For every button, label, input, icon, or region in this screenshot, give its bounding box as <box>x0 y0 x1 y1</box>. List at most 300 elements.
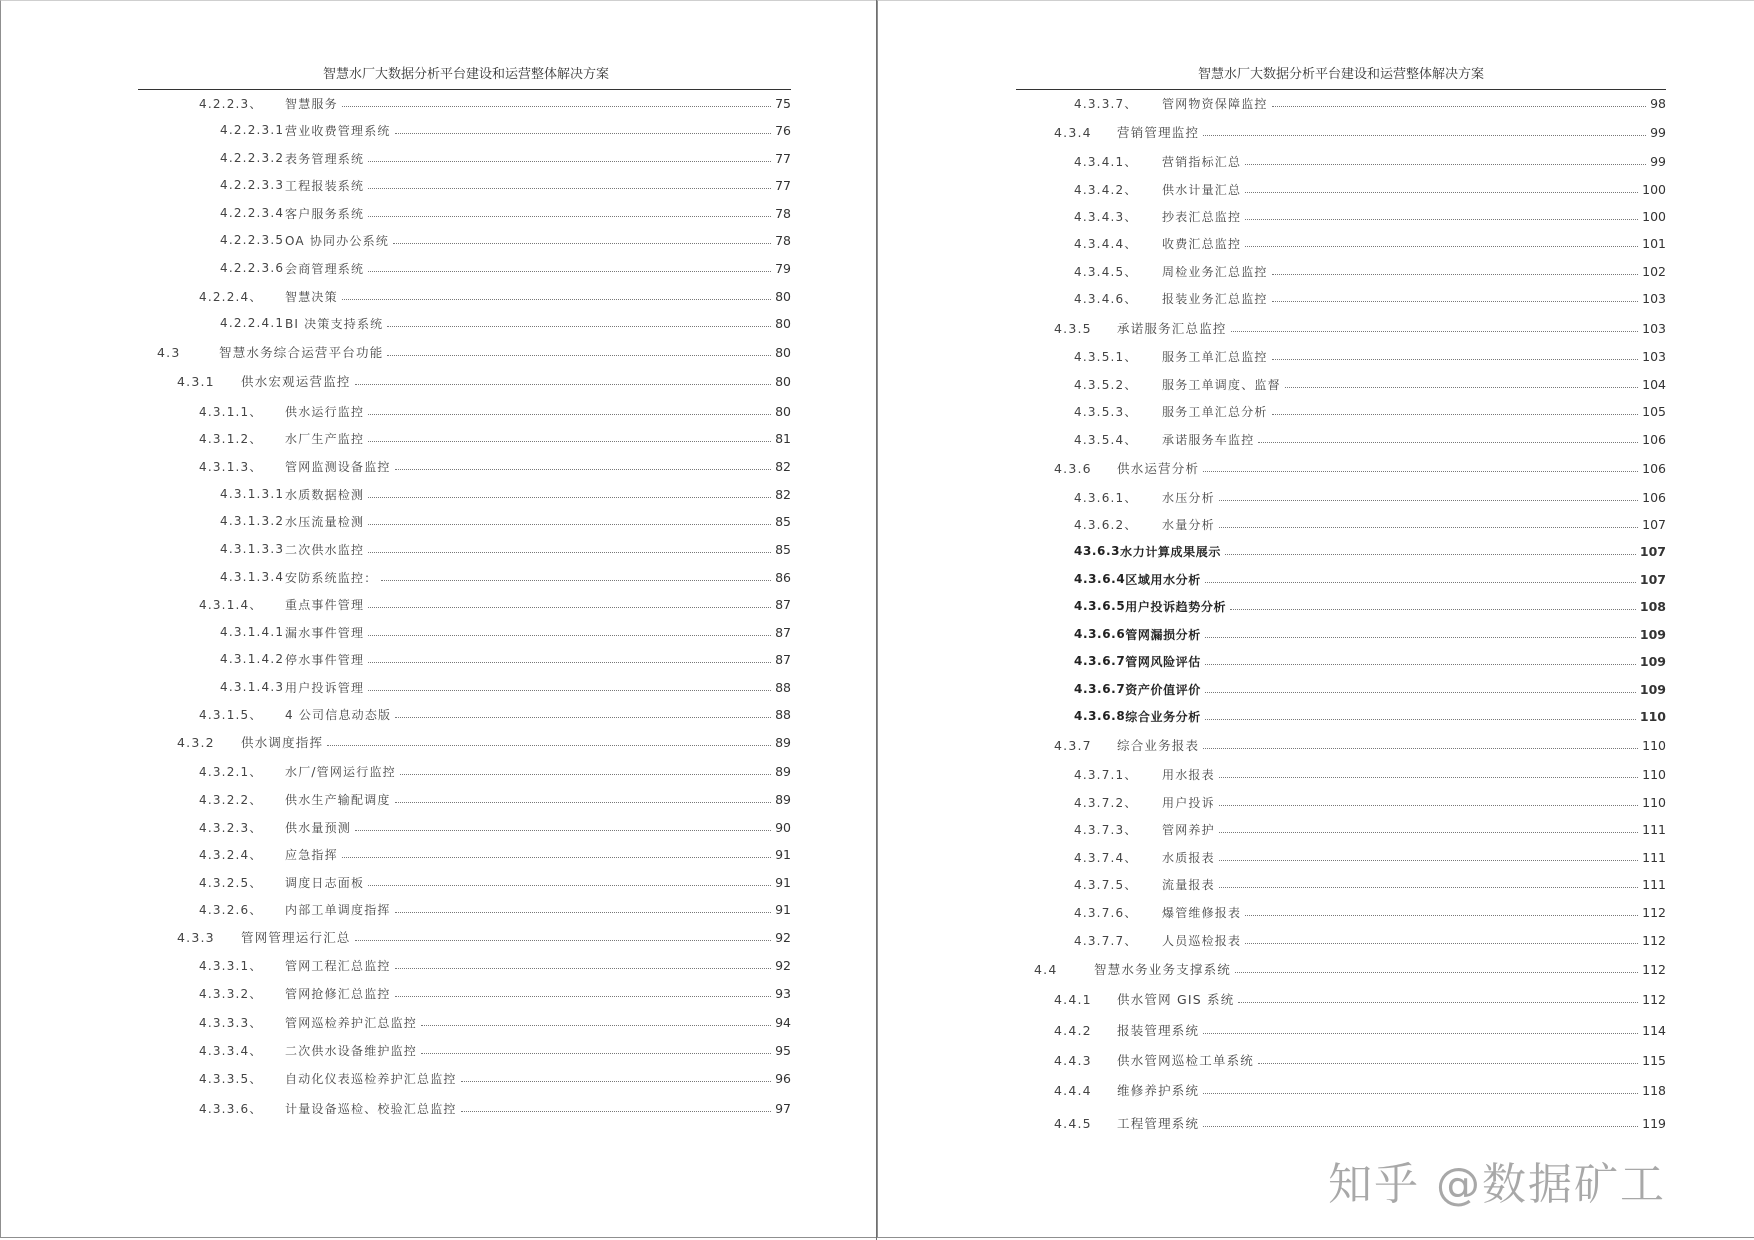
toc-entry-title: 水压分析 <box>1162 490 1215 505</box>
toc-entry-number: 4.3.4.3、 <box>1074 209 1138 224</box>
toc-entry-number: 4.3.1.2、 <box>199 431 263 446</box>
toc-entry-page: 88 <box>775 679 791 695</box>
toc-entry-number: 4.4.2 <box>1054 1022 1092 1038</box>
toc-entry-page: 110 <box>1639 708 1666 724</box>
toc-entry-title: 用户投诉 <box>1162 795 1215 810</box>
dot-leader <box>327 745 771 746</box>
toc-entry <box>1034 957 1666 981</box>
toc-entry <box>199 787 791 811</box>
toc-entry-title: 服务工单汇总分析 <box>1162 404 1268 419</box>
toc-entry <box>1074 399 1666 423</box>
toc-entry-title: 智慧水务业务支撑系统 <box>1094 962 1232 977</box>
toc-entry-page: 90 <box>775 819 791 835</box>
toc-entry-number: 4.3.1.3.3 <box>220 542 285 556</box>
toc-entry-page: 82 <box>775 486 791 502</box>
toc-entry-page: 111 <box>1642 876 1666 892</box>
toc-entry-page: 105 <box>1642 403 1666 419</box>
toc-entry-page: 109 <box>1639 626 1666 642</box>
toc-entry-page: 93 <box>775 985 791 1001</box>
toc-entry-number: 4.3.2.6、 <box>199 902 263 917</box>
toc-entry-page: 96 <box>775 1070 791 1086</box>
toc-entry <box>220 482 791 506</box>
left-header-rule <box>138 89 791 90</box>
toc-entry-page: 85 <box>775 513 791 529</box>
toc-entry-number: 4.4.4 <box>1054 1082 1092 1098</box>
toc-entry-number: 4.4 <box>1034 961 1058 977</box>
toc-entry-title: 收费汇总监控 <box>1162 236 1242 251</box>
toc-entry-number: 4.3.6 <box>1054 460 1092 476</box>
toc-entry-page: 100 <box>1642 208 1666 224</box>
toc-entry-title: 营销指标汇总 <box>1162 154 1242 169</box>
dot-leader <box>368 441 771 442</box>
toc-entry-number: 4.3.4 <box>1054 124 1092 140</box>
dot-leader <box>1245 164 1646 165</box>
dot-leader <box>387 355 771 356</box>
toc-entry <box>220 537 791 561</box>
toc-entry-title: 周检业务汇总监控 <box>1162 264 1268 279</box>
toc-entry-number: 4.3.7.1、 <box>1074 767 1138 782</box>
toc-entry-title: 客户服务系统 <box>285 206 365 221</box>
toc-entry-page: 81 <box>775 430 791 446</box>
toc-entry-page: 112 <box>1642 961 1666 977</box>
dot-leader <box>393 243 771 244</box>
toc-entry <box>177 925 791 949</box>
toc-entry <box>199 592 791 616</box>
toc-entry-number: 4.2.2.4、 <box>199 289 263 304</box>
dot-leader <box>1203 748 1638 749</box>
toc-entry-page: 106 <box>1642 489 1666 505</box>
dot-leader <box>1219 860 1638 861</box>
toc-entry <box>199 815 791 839</box>
toc-entry-number: 4.3.6.7 <box>1074 682 1126 696</box>
toc-entry-number: 4.3.7.4、 <box>1074 850 1138 865</box>
toc-entry <box>1074 872 1666 896</box>
toc-entry-page: 99 <box>1650 124 1666 140</box>
toc-entry-page: 77 <box>775 177 791 193</box>
toc-entry-number: 4.3.4.1、 <box>1074 154 1138 169</box>
toc-entry-number: 4.3.1.4.1 <box>220 625 285 639</box>
left-page-header: 智慧水厂大数据分析平台建设和运营整体解决方案 <box>322 67 609 82</box>
toc-entry <box>1054 1018 1666 1042</box>
dot-leader <box>1272 106 1646 107</box>
toc-entry-number: 4.3.6.6 <box>1074 627 1126 641</box>
toc-entry-page: 88 <box>775 706 791 722</box>
toc-entry-title: 供水生产输配调度 <box>285 792 391 807</box>
toc-entry-page: 87 <box>775 624 791 640</box>
toc-entry-title: 供水量预测 <box>285 820 352 835</box>
dot-leader <box>1219 777 1638 778</box>
toc-entry-title: 智慧水务综合运营平台功能 <box>219 345 384 360</box>
toc-entry-page: 97 <box>775 1100 791 1116</box>
dot-leader <box>368 552 771 553</box>
toc-entry <box>177 730 791 754</box>
dot-leader <box>1203 1126 1638 1127</box>
toc-entry-title: 管网养护 <box>1162 822 1215 837</box>
toc-entry-page: 80 <box>775 315 791 331</box>
toc-entry-number: 4.3.1.3.2 <box>220 514 285 528</box>
dot-leader <box>1203 471 1638 472</box>
toc-entry-title: 营业收费管理系统 <box>285 123 391 138</box>
toc-entry-number: 4.3.3.4、 <box>199 1043 263 1058</box>
toc-entry-number: 4.4.1 <box>1054 991 1092 1007</box>
toc-entry <box>220 228 791 252</box>
toc-entry-title: 服务工单调度、监督 <box>1162 377 1281 392</box>
toc-entry-page: 91 <box>775 874 791 890</box>
dot-leader <box>395 996 771 997</box>
toc-entry-title: 供水管网巡检工单系统 <box>1117 1053 1255 1068</box>
dot-leader <box>368 885 771 886</box>
toc-entry-number: 4.3.1 <box>177 373 215 389</box>
toc-entry-title: 用水报表 <box>1162 767 1215 782</box>
toc-entry-title: 水压流量检测 <box>285 514 365 529</box>
toc-entry-number: 4.3.6.1、 <box>1074 490 1138 505</box>
dot-leader <box>421 1025 771 1026</box>
dot-leader <box>1205 582 1636 583</box>
toc-entry-number: 4.3.1.1、 <box>199 404 263 419</box>
toc-entry-page: 80 <box>775 403 791 419</box>
toc-entry <box>199 702 791 726</box>
toc-entry-page: 89 <box>775 734 791 750</box>
toc-entry-title: 工程报装系统 <box>285 178 365 193</box>
toc-entry-number: 4.2.2.3.4 <box>220 206 285 220</box>
toc-entry-title: 自动化仪表巡检养护汇总监控 <box>285 1071 457 1086</box>
toc-entry-number: 4.3.3.2、 <box>199 986 263 1001</box>
dot-leader <box>1238 1002 1638 1003</box>
dot-leader <box>395 133 771 134</box>
toc-entry-page: 80 <box>775 373 791 389</box>
toc-entry-number: 4.3.1.3.4 <box>220 570 285 584</box>
toc-entry <box>1074 286 1666 310</box>
toc-entry-number: 4.3.7.5、 <box>1074 877 1138 892</box>
toc-entry-page: 103 <box>1642 290 1666 306</box>
toc-entry <box>1074 677 1666 701</box>
toc-entry-page: 119 <box>1642 1115 1666 1131</box>
dot-leader <box>1205 719 1636 720</box>
toc-entry <box>199 759 791 783</box>
dot-leader <box>1231 331 1639 332</box>
toc-entry-page: 106 <box>1642 460 1666 476</box>
toc-entry-page: 107 <box>1642 516 1666 532</box>
watermark-text: 知乎 @数据矿工 <box>1328 1159 1666 1210</box>
toc-entry <box>1074 539 1666 563</box>
toc-entry-title: 流量报表 <box>1162 877 1215 892</box>
dot-leader <box>368 607 771 608</box>
toc-entry <box>1074 928 1666 952</box>
toc-entry <box>199 426 791 450</box>
dot-leader <box>395 968 771 969</box>
toc-entry <box>1074 204 1666 228</box>
toc-entry <box>199 897 791 921</box>
toc-entry-page: 108 <box>1639 598 1666 614</box>
toc-entry-number: 4.3.6.2、 <box>1074 517 1138 532</box>
toc-entry-number: 4.3.5.1、 <box>1074 349 1138 364</box>
toc-entry-page: 104 <box>1642 376 1666 392</box>
dot-leader <box>368 216 771 217</box>
toc-entry-page: 110 <box>1642 794 1666 810</box>
toc-entry-title: 维修养护系统 <box>1117 1083 1200 1098</box>
toc-entry <box>199 870 791 894</box>
toc-entry-page: 103 <box>1642 320 1666 336</box>
toc-entry-title: 水质数据检测 <box>285 487 365 502</box>
toc-entry <box>1074 512 1666 536</box>
toc-entry-number: 4.3.4.6、 <box>1074 291 1138 306</box>
toc-entry-number: 4.3.3.3、 <box>199 1015 263 1030</box>
toc-entry <box>199 1066 791 1090</box>
toc-entry-number: 4.3.7.6、 <box>1074 905 1138 920</box>
toc-entry-page: 101 <box>1642 235 1666 251</box>
dot-leader <box>1272 414 1639 415</box>
dot-leader <box>368 271 771 272</box>
toc-entry <box>199 454 791 478</box>
toc-entry-title: 供水管网 GIS 系统 <box>1117 992 1235 1007</box>
toc-entry <box>1054 733 1666 757</box>
toc-entry <box>1054 987 1666 1011</box>
toc-entry <box>220 146 791 170</box>
dot-leader <box>1219 805 1638 806</box>
toc-entry-number: 4.2.2.3、 <box>199 96 263 111</box>
toc-entry <box>199 1038 791 1062</box>
toc-entry-number: 4.2.2.3.2 <box>220 151 285 165</box>
dot-leader <box>1245 246 1638 247</box>
dot-leader <box>1219 887 1638 888</box>
toc-entry-number: 4.3.5.2、 <box>1074 377 1138 392</box>
toc-entry-number: 4.3.1.4.2 <box>220 652 285 666</box>
toc-entry-page: 80 <box>775 344 791 360</box>
dot-leader <box>1219 832 1638 833</box>
dot-leader <box>1285 387 1638 388</box>
dot-leader <box>1272 359 1639 360</box>
toc-entry-number: 4.2.2.3.3 <box>220 178 285 192</box>
toc-entry-page: 94 <box>775 1014 791 1030</box>
dot-leader <box>355 940 771 941</box>
dot-leader <box>1205 637 1636 638</box>
dot-leader <box>368 662 771 663</box>
toc-entry-title: 表务管理系统 <box>285 151 365 166</box>
toc-entry-number: 4.2.2.4.1 <box>220 316 285 330</box>
toc-entry-page: 78 <box>775 232 791 248</box>
toc-entry <box>1074 567 1666 591</box>
toc-entry <box>1054 1048 1666 1072</box>
dot-leader <box>1225 554 1636 555</box>
toc-entry-page: 103 <box>1642 348 1666 364</box>
toc-entry-number: 4.2.2.3.6 <box>220 261 285 275</box>
toc-entry-page: 98 <box>1650 95 1666 111</box>
toc-entry <box>199 981 791 1005</box>
toc-entry-number: 4.3.3.6、 <box>199 1101 263 1116</box>
toc-entry-page: 75 <box>775 95 791 111</box>
toc-entry <box>220 173 791 197</box>
dot-leader <box>1205 692 1636 693</box>
toc-entry <box>1074 372 1666 396</box>
dot-leader <box>342 106 771 107</box>
toc-entry <box>1074 762 1666 786</box>
toc-entry-page: 92 <box>775 957 791 973</box>
dot-leader <box>395 912 771 913</box>
toc-entry-page: 79 <box>775 260 791 276</box>
dot-leader <box>368 635 771 636</box>
toc-entry-number: 4.3.7 <box>1054 737 1092 753</box>
toc-entry <box>220 311 791 335</box>
dot-leader <box>368 497 771 498</box>
toc-entry-title: 综合业务分析 <box>1125 709 1201 724</box>
toc-entry-number: 4.3.6.4 <box>1074 572 1126 586</box>
toc-entry-number: 4.3.1.4.3 <box>220 680 285 694</box>
toc-entry <box>220 201 791 225</box>
toc-entry-title: 水力计算成果展示 <box>1120 544 1221 559</box>
toc-entry-number: 4.2.2.3.5 <box>220 233 285 247</box>
toc-entry-title: 管网抢修汇总监控 <box>285 986 391 1001</box>
toc-entry <box>220 647 791 671</box>
toc-entry <box>220 509 791 533</box>
toc-entry-page: 109 <box>1639 681 1666 697</box>
toc-entry-title: 承诺服务车监控 <box>1162 432 1255 447</box>
toc-entry-number: 4.3.2 <box>177 734 215 750</box>
dot-leader <box>387 326 771 327</box>
toc-entry-number: 4.3.7.7、 <box>1074 933 1138 948</box>
toc-entry-title: 应急指挥 <box>285 847 338 862</box>
toc-entry-title: 服务工单汇总监控 <box>1162 349 1268 364</box>
toc-entry-title: 供水宏观运营监控 <box>241 374 351 389</box>
toc-entry <box>1074 594 1666 618</box>
toc-entry-number: 4.3.4.5、 <box>1074 264 1138 279</box>
toc-entry-page: 102 <box>1642 263 1666 279</box>
dot-leader <box>461 1081 771 1082</box>
toc-entry <box>157 340 791 364</box>
toc-entry-page: 78 <box>775 205 791 221</box>
toc-entry-number: 4.3.5 <box>1054 320 1092 336</box>
toc-entry <box>1054 456 1666 480</box>
toc-entry <box>1074 344 1666 368</box>
toc-entry-page: 91 <box>775 846 791 862</box>
toc-entry-title: 管网管理运行汇总 <box>241 930 351 945</box>
toc-entry-number: 4.3.2.3、 <box>199 820 263 835</box>
toc-entry-number: 4.3.6.7 <box>1074 654 1126 668</box>
toc-entry <box>1074 427 1666 451</box>
toc-entry-number: 4.3 <box>157 344 181 360</box>
toc-entry-title: 智慧服务 <box>285 96 338 111</box>
toc-entry-title: 供水运行监控 <box>285 404 365 419</box>
toc-entry-number: 4.3.3.1、 <box>199 958 263 973</box>
toc-entry-title: 调度日志面板 <box>285 875 365 890</box>
left-document-page <box>0 0 876 1238</box>
toc-entry-number: 4.3.2.4、 <box>199 847 263 862</box>
toc-entry-title: 供水计量汇总 <box>1162 182 1242 197</box>
dot-leader <box>1272 301 1639 302</box>
toc-entry-page: 112 <box>1642 932 1666 948</box>
dot-leader <box>1205 664 1636 665</box>
toc-entry-number: 4.3.1.4、 <box>199 597 263 612</box>
toc-entry-title: 资产价值评价 <box>1125 682 1201 697</box>
dot-leader <box>1245 915 1638 916</box>
toc-entry-title: 管网工程汇总监控 <box>285 958 391 973</box>
dot-leader <box>400 774 771 775</box>
toc-entry-number: 4.3.1.3.1 <box>220 487 285 501</box>
toc-entry-title: 二次供水设备维护监控 <box>285 1043 418 1058</box>
toc-entry <box>1074 817 1666 841</box>
toc-entry-page: 112 <box>1642 904 1666 920</box>
toc-entry-title: 管网巡检养护汇总监控 <box>285 1015 418 1030</box>
toc-entry <box>199 284 791 308</box>
toc-entry-page: 86 <box>775 569 791 585</box>
toc-entry-number: 4.3.4.4、 <box>1074 236 1138 251</box>
toc-entry <box>199 953 791 977</box>
toc-entry-page: 114 <box>1642 1022 1666 1038</box>
dot-leader <box>395 469 771 470</box>
toc-entry-page: 76 <box>775 122 791 138</box>
dot-leader <box>461 1111 771 1112</box>
toc-entry-page: 85 <box>775 541 791 557</box>
toc-entry-page: 111 <box>1642 849 1666 865</box>
toc-entry-page: 87 <box>775 596 791 612</box>
toc-entry-title: 二次供水监控 <box>285 542 365 557</box>
toc-entry <box>220 565 791 589</box>
toc-entry-number: 4.4.3 <box>1054 1052 1092 1068</box>
toc-entry-title: 漏水事件管理 <box>285 625 365 640</box>
toc-entry <box>1054 120 1666 144</box>
dot-leader <box>1219 500 1638 501</box>
dot-leader <box>1219 527 1638 528</box>
toc-entry <box>1074 485 1666 509</box>
dot-leader <box>1203 135 1646 136</box>
dot-leader <box>395 717 771 718</box>
toc-entry <box>199 1010 791 1034</box>
toc-entry-number: 4.3.1.3、 <box>199 459 263 474</box>
toc-entry <box>1074 149 1666 173</box>
toc-entry <box>220 620 791 644</box>
toc-entry-title: 工程管理系统 <box>1117 1116 1200 1131</box>
toc-entry-title: 供水运营分析 <box>1117 461 1200 476</box>
toc-entry <box>1074 845 1666 869</box>
dot-leader <box>395 802 771 803</box>
toc-entry-title: OA 协同办公系统 <box>285 233 390 248</box>
toc-entry-number: 4.3.3.7、 <box>1074 96 1138 111</box>
dot-leader <box>1235 972 1638 973</box>
toc-entry-title: 区域用水分析 <box>1125 572 1201 587</box>
dot-leader <box>355 830 771 831</box>
toc-entry-title: 管网漏损分析 <box>1125 627 1201 642</box>
toc-entry-number: 4.3.3.5、 <box>199 1071 263 1086</box>
toc-entry-page: 87 <box>775 651 791 667</box>
toc-entry-title: 水量分析 <box>1162 517 1215 532</box>
toc-entry-title: 安防系统监控： <box>285 570 378 585</box>
dot-leader <box>381 580 771 581</box>
toc-entry-page: 110 <box>1642 766 1666 782</box>
dot-leader <box>355 384 771 385</box>
toc-entry-page: 106 <box>1642 431 1666 447</box>
dot-leader <box>368 690 771 691</box>
toc-entry <box>1074 790 1666 814</box>
toc-entry-page: 100 <box>1642 181 1666 197</box>
dot-leader <box>1245 219 1638 220</box>
toc-entry-title: 智慧决策 <box>285 289 338 304</box>
toc-entry-title: 承诺服务汇总监控 <box>1117 321 1227 336</box>
toc-entry-title: 用户投诉趋势分析 <box>1125 599 1227 614</box>
dot-leader <box>368 188 771 189</box>
toc-entry <box>1074 259 1666 283</box>
toc-entry <box>177 369 791 393</box>
toc-entry-page: 82 <box>775 458 791 474</box>
toc-entry <box>199 399 791 423</box>
toc-entry-number: 4.3.1.5、 <box>199 707 263 722</box>
toc-entry <box>220 256 791 280</box>
dot-leader <box>1203 1033 1638 1034</box>
dot-leader <box>1245 192 1638 193</box>
toc-entry-page: 80 <box>775 288 791 304</box>
toc-entry-page: 92 <box>775 929 791 945</box>
toc-entry-page: 118 <box>1642 1082 1666 1098</box>
toc-entry-number: 4.3.7.2、 <box>1074 795 1138 810</box>
toc-entry <box>199 91 791 115</box>
